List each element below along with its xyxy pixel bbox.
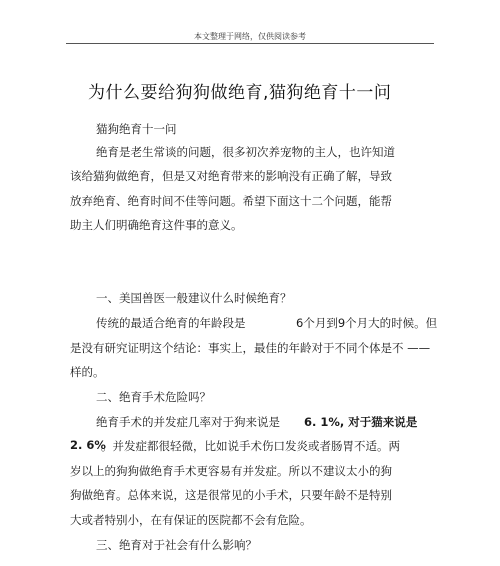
q1-line-1a: 传统的最适合绝育的年龄段是 — [96, 316, 246, 330]
q2-line-1a: 绝育手术的并发症几率对于狗来说是 — [96, 415, 280, 429]
header-divider — [66, 43, 434, 44]
intro-line-3: 放弃绝育、绝育时间不佳等问题。希望下面这十二个问题，能帮 — [70, 194, 392, 208]
intro-subtitle: 猫狗绝育十一问 — [96, 122, 177, 136]
q1-heading: 一、美国兽医一般建议什么时候绝育？ — [96, 291, 292, 305]
q2-line-3: 岁以上的狗狗做绝育手术更容易有并发症。所以不建议太小的狗 — [70, 464, 392, 478]
q2-line-5: 大或者特别小，在有保证的医院都不会有危险。 — [70, 513, 312, 527]
intro-line-2: 该给猫狗做绝育，但是又对绝育带来的影响没有正确了解，导致 — [70, 169, 392, 183]
intro-line-1: 绝育是老生常谈的问题，很多初次养宠物的主人，也许知道 — [96, 145, 395, 159]
q1-line-3: 样的。 — [70, 365, 105, 379]
intro-line-4: 助主人们明确绝育这件事的意义。 — [70, 218, 243, 232]
q2-heading: 二、绝育手术危险吗？ — [96, 390, 211, 404]
q2-line-2b: 。并发症都很轻微，比如说手术伤口发炎或者肠胃不适。两 — [101, 439, 400, 453]
page-title: 为什么要给狗狗做绝育,猫狗绝育十一问 — [88, 83, 392, 103]
q2-line-2a: 2. 6% — [70, 438, 106, 452]
q2-line-4: 狗做绝育。总体来说，这是很常见的小手术，只要年龄不是特别 — [70, 488, 392, 502]
q1-line-2: 是没有研究证明这个结论：事实上，最佳的年龄对于不同个体是不 —— — [70, 341, 431, 355]
q3-heading: 三、绝育对于社会有什么影响？ — [96, 538, 257, 552]
header-note: 本文整理于网络，仅供阅读参考 — [194, 32, 306, 41]
q2-line-1b: 6. 1%, 对于猫来说是 — [304, 415, 418, 429]
q1-line-1b: 6个月到9个月大的时候。但 — [296, 316, 438, 330]
